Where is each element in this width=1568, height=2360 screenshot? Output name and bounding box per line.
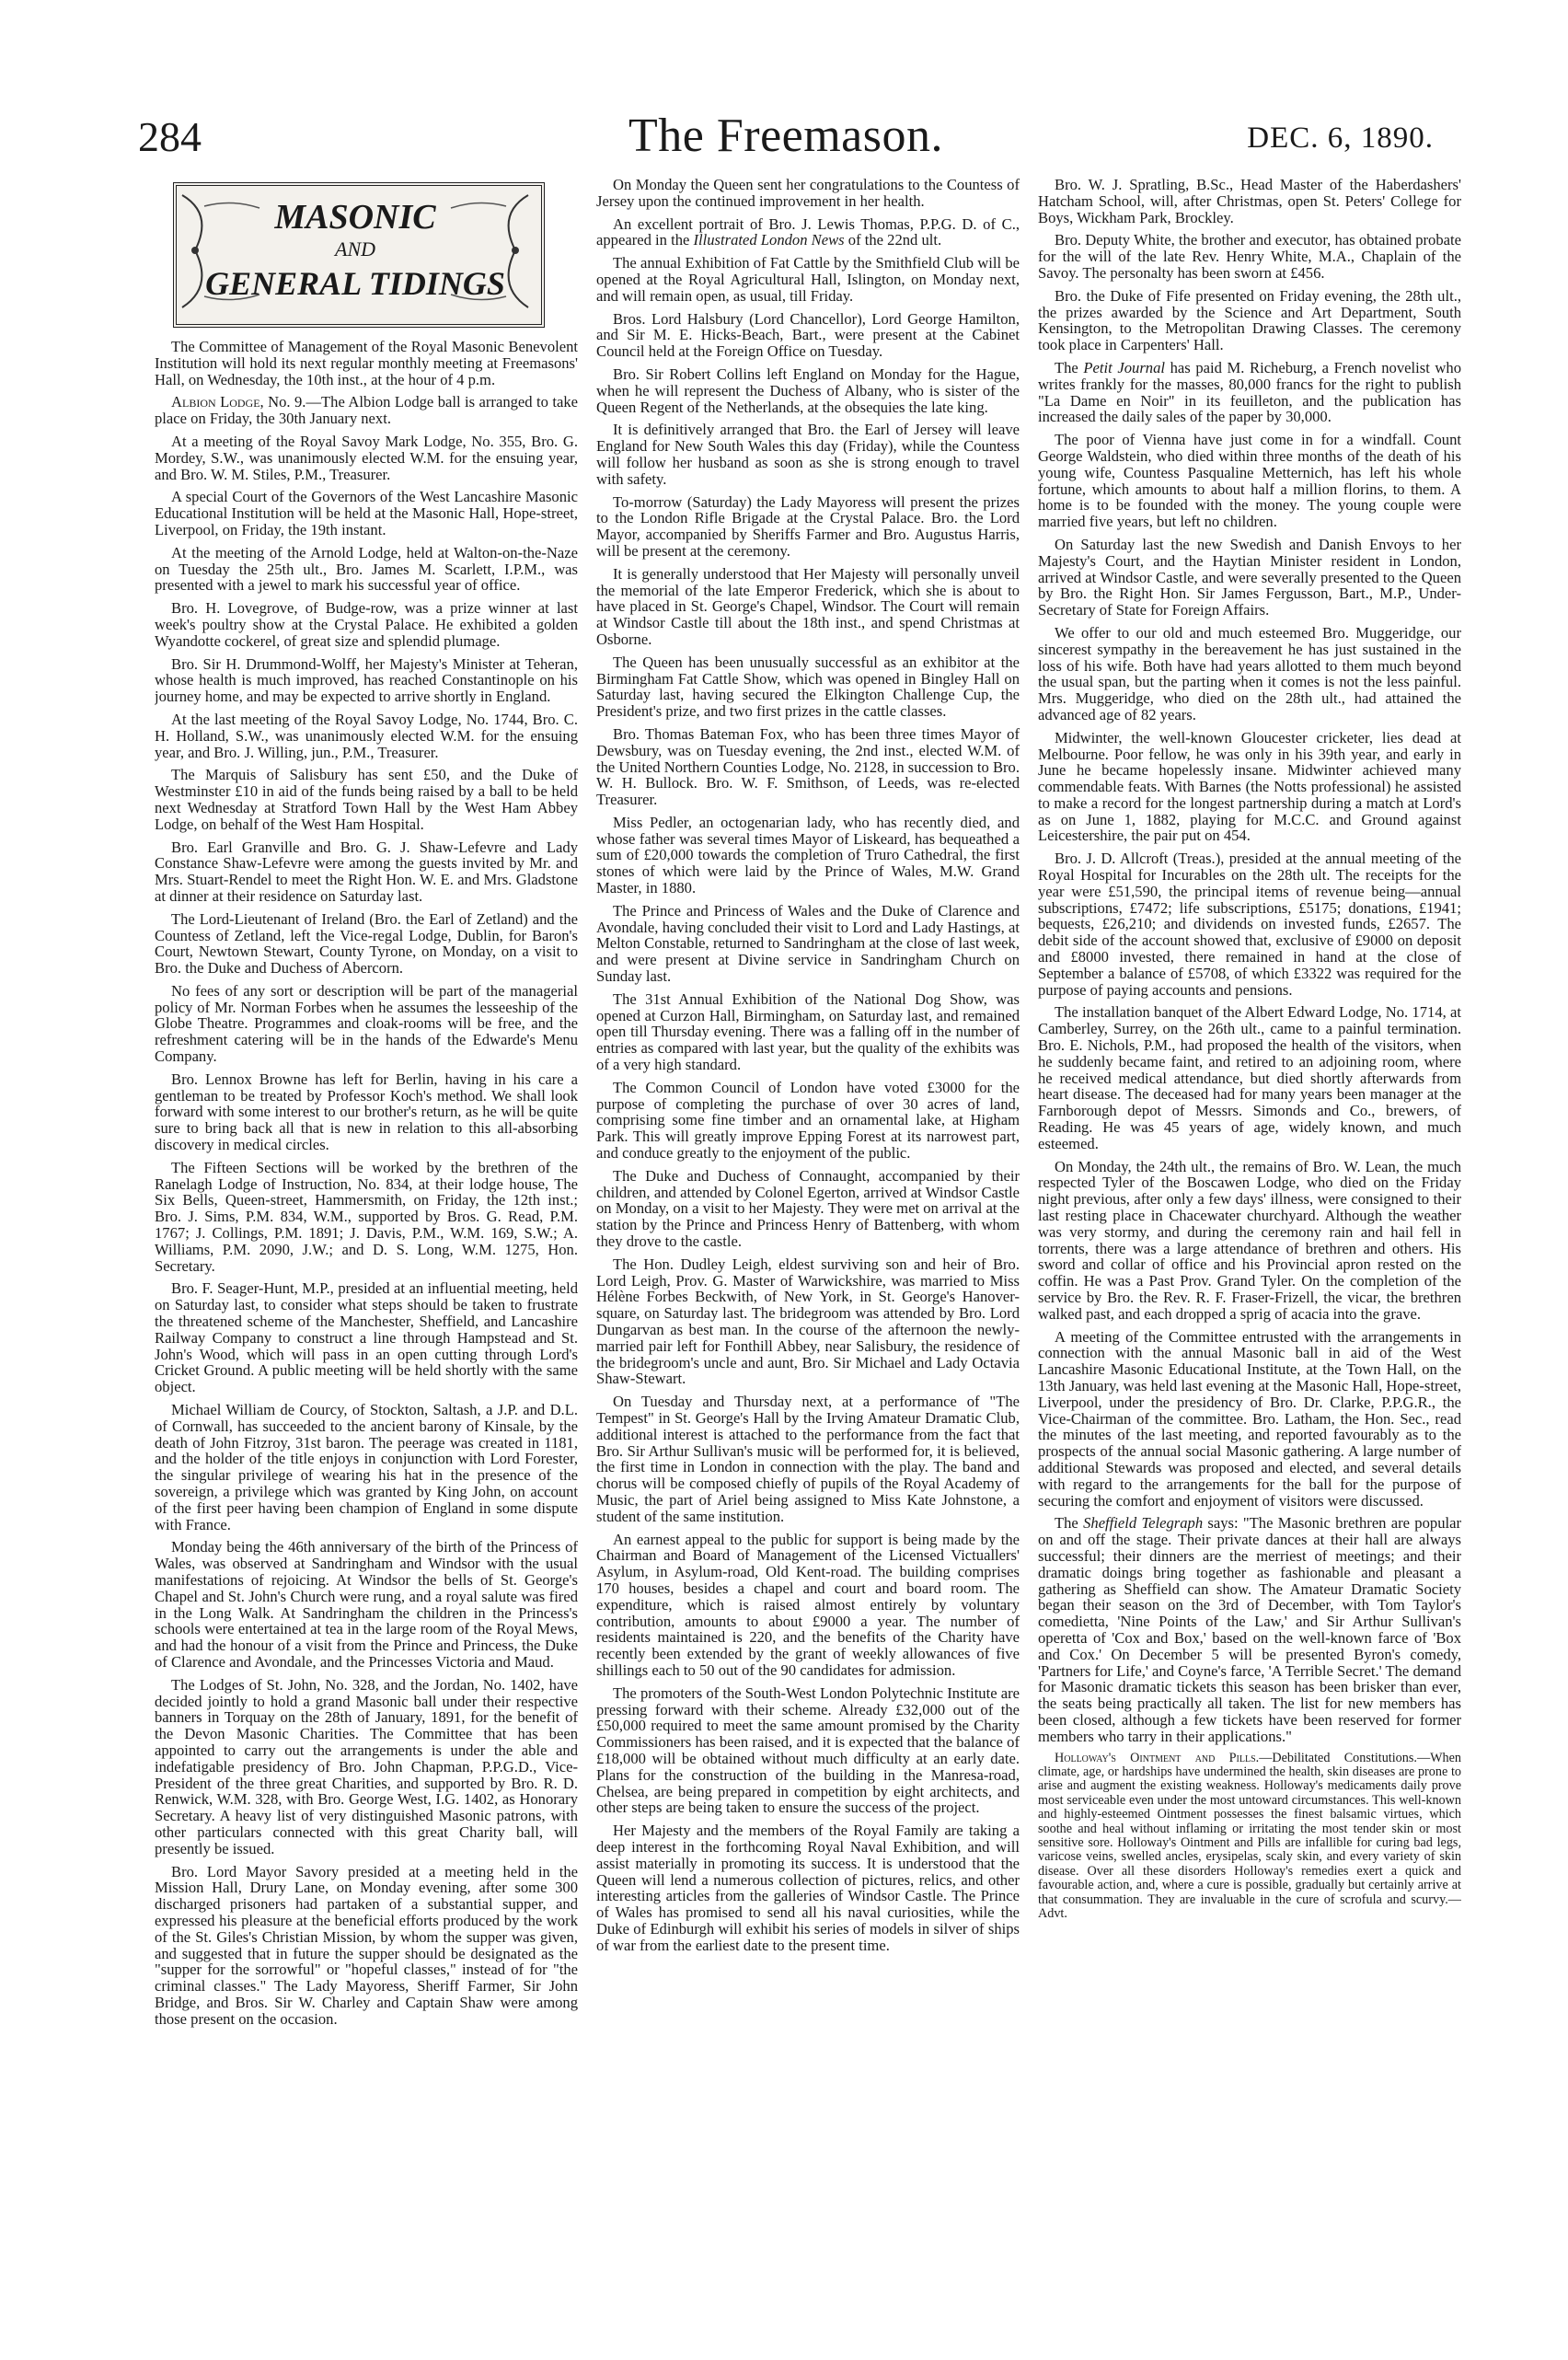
paragraph-text: On Saturday last the new Swedish and Danish Envoys to her Majesty's Court, and the Haytian Minister resident in London, arrived at Windsor Castle, and were severally presented to the Queen by Bro. the Right Hon. Sir James Fergusson, Bart., M.P., Under-Secretary of State for Foreign Affairs. <box>1038 535 1461 619</box>
paragraph-text: Bro. Sir H. Drummond-Wolff, her Majesty's Minister at Teheran, whose health is much improved, has reached Constantinople on his journey home, and may be expected to arrive shortly in England. <box>155 654 578 706</box>
column-1 <box>155 177 578 2321</box>
italic-title: Sheffield Telegraph <box>1083 1514 1204 1533</box>
paragraph-text: Miss Pedler, an octogenarian lady, who has recently died, and whose father was several times Mayor of Liskeard, has bequeathed a sum of £20,000 towards the completion of Truro Cathedral, the first stones of which were laid by the Prince of Wales, M.W. Grand Master, in 1880. <box>596 813 1020 897</box>
article-paragraph <box>1038 1515 1461 1744</box>
paragraph-text: , No. 9.—The Albion Lodge ball is arranged to take place on Friday, the 30th January next. <box>155 393 578 428</box>
paragraph-text: Her Majesty and the members of the Royal Family are taking a deep interest in the forthcoming Royal Naval Exhibition, and will assist materially in promoting its success. It is understood that the Queen will lend a numerous collection of pictures, relics, and other interesting articles from the galleries of Windsor Castle. The Prince of Wales has promised to send all his naval curiosities, while the Duke of Edinburgh will exhibit his series of models in silver of ships of war from the earliest date to the present time. <box>596 1822 1020 1954</box>
article-paragraph <box>596 255 1020 304</box>
article-paragraph <box>1038 1159 1461 1323</box>
column-2 <box>596 177 1020 2321</box>
paragraph-text: At the meeting of the Arnold Lodge, held at Walton-on-the-Naze on Tuesday the 25th ult., Bro. James M. Scarlett, I.P.M., was presented with a jewel to mark his successful year of office. <box>155 543 578 595</box>
article-paragraph <box>596 1394 1020 1524</box>
paragraph-text: Bro. Sir Robert Collins left England on Monday for the Hague, when he will represent the Duchess of Albany, who is sister of the Queen Regent of the Netherlands, at the obsequies the late king. <box>596 364 1020 416</box>
article-paragraph <box>155 1402 578 1533</box>
paragraph-text: Bro. Thomas Bateman Fox, who has been three times Mayor of Dewsbury, was on Tuesday evening, the 2nd inst., elected W.M. of the United Northern Counties Lodge, No. 2128, in succession to Bro. W. H. Bullock. Bro. W. F. Smithson, of Leeds, was re-elected Treasurer. <box>596 724 1020 809</box>
italic-title: Petit Journal <box>1083 358 1165 376</box>
banner-line-1: MASONIC <box>274 198 436 237</box>
column-3 <box>1038 177 1461 2321</box>
article-paragraph <box>155 339 578 388</box>
paragraph-text: The Lord-Lieutenant of Ireland (Bro. the Earl of Zetland) and the Countess of Zetland, left the Vice-regal Lodge, Dublin, for Baron's Court, Newtown Stewart, County Tyrone, on Monday, on a visit to Bro. the Duke and Duchess of Abercorn. <box>155 909 578 978</box>
article-paragraph <box>596 726 1020 808</box>
paragraph-text: Bro. W. J. Spratling, B.Sc., Head Master of the Haberdashers' Hatcham School, will, after Christmas, open St. Peters' College for Boys, Wickham Park, Brockley. <box>1038 177 1461 226</box>
article-paragraph <box>596 903 1020 985</box>
article-paragraph <box>596 1532 1020 1679</box>
article-paragraph <box>596 366 1020 415</box>
article-paragraph <box>155 545 578 594</box>
column-3-articles <box>1038 177 1461 1921</box>
paragraph-text: The promoters of the South-West London Polytechnic Institute are pressing forward with their scheme. Already £32,000 out of the £50,000 required to meet the same amount promised by the Charity Commissioners has been raised, and it is expected that the balance of £18,000 will be obtained without much difficulty at an early date. Plans for the construction of the building in the Manresa-road, Chelsea, are being prepared in competition by eight architects, and other steps are being taken to ensure the success of the project. <box>596 1683 1020 1817</box>
article-paragraph <box>596 991 1020 1073</box>
italic-title: Illustrated London News <box>693 231 845 249</box>
paragraph-text: The Prince and Princess of Wales and the Duke of Clarence and Avondale, having concluded their visit to Lord and Lady Hastings, at Melton Constable, returned to Sandringham at the close of last week, and were present at Divine service in Sandringham Church on Sunday last. <box>596 901 1020 986</box>
paragraph-text: Midwinter, the well-known Gloucester cricketer, lies dead at Melbourne. Poor fellow, he was only in his 39th year, and early in June he became hopelessly insane. Midwinter achieved many commendable feats. With Barnes (the Notts professional) he assisted to make a record for the longest partnership during a match at Lord's as on June 1, 1882, playing for M.C.C. and Ground against Leicestershire, the pair put on 454. <box>1038 728 1461 845</box>
article-paragraph <box>155 489 578 538</box>
article-paragraph <box>155 600 578 649</box>
paragraph-text: Monday being the 46th anniversary of the birth of the Princess of Wales, was observed at Sandringham and Windsor with the usual manifestations of rejoicing. At Windsor the bells of St. George's Chapel and St. John's Church were rung, and a royal salute was fired in the Long Walk. At Sandringham the children in the Princess's schools were entertained at tea in the large room of the Royal Mews, and had the honour of a visit from the Prince and Princess, the Duke of Clarence and Avondale, and the Princesses Victoria and Maud. <box>155 1538 578 1671</box>
article-paragraph <box>155 394 578 427</box>
paragraph-text: To-morrow (Saturday) the Lady Mayoress will present the prizes to the London Rifle Brigade at the Crystal Palace. Bro. the Lord Mayor, accompanied by Sheriffs Farmer and Bro. Augustus Harris, will be present at the ceremony. <box>596 492 1020 560</box>
article-paragraph <box>1038 625 1461 723</box>
paragraph-text: says: "The Masonic brethren are popular on and off the stage. Their private dances at their hall are always successful; their dinners are the merriest of meetings; and their dramatic doings bring together as fashionable and pleasant a gathering as Sheffield can show. The Amateur Dramatic Society began their season on the 3rd of December, with Tom Taylor's comedietta, 'Nine Points of the Law,' and Sir Arthur Sullivan's operetta of 'Cox and Box,' based on the well-known farce of 'Box and Cox.' On December 5 will be presented Byron's comedy, 'Partners for Life,' and Coyne's farce, 'A Terrible Secret.' The demand for Masonic dramatic tickets this season has been brisker than ever, the seats being practically all taken. The list for new members has been closed, although a few tickets have been reserved for former members who tarry in their applications." <box>1038 1514 1461 1745</box>
paragraph-text: The poor of Vienna have just come in for a windfall. Count George Waldstein, who died within three months of the death of his young wife, Countess Pasqualine Metternich, has left his whole fortune, which amounts to about half a million florins, to them. A home is to be founded with the money. The young couple were married five years, but left no children. <box>1038 431 1461 531</box>
paragraph-text: Michael William de Courcy, of Stockton, Saltash, a J.P. and D.L. of Cornwall, has succeeded to the ancient barony of Kinsale, by the death of John Fitzroy, 31st baron. The peerage was created in 1181, and the holder of the title enjoys in conjunction with Lord Forester, the singular privilege of wearing his hat in the presence of the sovereign, a privilege which was granted by King John, on account of the first peer having been champion of England in some dispute with France. <box>155 1401 578 1533</box>
article-paragraph <box>596 1168 1020 1250</box>
paragraph-text: It is generally understood that Her Majesty will personally unveil the memorial of the late Emperor Frederick, which she is about to have placed in St. George's Chapel, Windsor. The Court will remain at Windsor Castle till about the 18th inst., and spend Christmas at Osborne. <box>596 564 1020 648</box>
banner-line-2: AND <box>335 237 375 260</box>
paragraph-text: At the last meeting of the Royal Savoy Lodge, No. 1744, Bro. C. H. Holland, S.W., was unanimously elected W.M. for the ensuing year, and Bro. J. Willing, jun., P.M., Treasurer. <box>155 710 578 761</box>
paragraph-text: An earnest appeal to the public for support is being made by the Chairman and Board of Management of the Licensed Victuallers' Asylum, in Asylum-road, Old Kent-road. The building comprises 170 houses, besides a chapel and court and board room. The expenditure, which is raised almost entirely by voluntary contribution, amounts to about £9000 a year. The number of residents maintained is 220, and the benefits of the Charity have recently been extended by the grant of weekly allowances of five shillings each to 50 out of the 90 candidates for admission. <box>596 1530 1020 1679</box>
article-paragraph <box>1038 360 1461 425</box>
paragraph-text: The Lodges of St. John, No. 328, and the Jordan, No. 1402, have decided jointly to hold a grand Masonic ball under their respective banners in Torquay on the 28th of January, 1891, for the benefit of the Devon Masonic Charities. The Committee that has been appointed to carry out the arrangements is under the able and indefatigable presidency of Bro. John Chapman, P.P.G.D., Vice-President of the three great Charities, and supported by Bro. R. D. Renwick, W.M. 328, with Bro. George West, I.G. 1402, as Honorary Secretary. A heavy list of very distinguished Masonic patrons, with other particulars connected with this great Charity ball, will presently be issued. <box>155 1675 578 1857</box>
article-paragraph <box>155 1280 578 1395</box>
banner-ornament <box>177 186 534 317</box>
article-paragraph <box>155 911 578 977</box>
article-paragraph <box>1038 537 1461 619</box>
paragraph-text: Bro. Earl Granville and Bro. G. J. Shaw-Lefevre and Lady Constance Shaw-Lefevre were among the guests invited by Mr. and Mrs. Stuart-Rendel to meet the Right Hon. W. E. and Mrs. Gladstone at dinner at their residence on Saturday last. <box>155 838 578 905</box>
paragraph-text: A special Court of the Governors of the West Lancashire Masonic Educational Institution will be held at the Masonic Hall, Hope-street, Liverpool, on Friday, the 19th instant. <box>155 488 578 538</box>
article-paragraph <box>596 1822 1020 1953</box>
paragraph-text: The <box>1055 1514 1084 1533</box>
article-paragraph <box>1038 177 1461 226</box>
article-paragraph <box>155 1160 578 1275</box>
article-paragraph <box>596 311 1020 360</box>
article-paragraph <box>155 711 578 760</box>
paragraph-text: .—Debilitated Constitutions.—When climate, age, or hardships have undermined the health, skin diseases are prone to arise and augment the existing weakness. Holloway's medicaments daily prove most serviceable even under the most untoward circumstances. This well-known and highly-esteemed Ointment possesses the finest balsamic virtues, which soothe and heal without inflaming or irritating the most tender skin or most sensitive sore. Holloway's Ointment and Pills are infallible for curing bad legs, varicose veins, swelled ancles, erysipelas, scaly skin, and every variety of skin disease. Over all these disorders Holloway's remedies exert a quick and favourable action, and, where a cure is possible, gradually but certainly arrive at that consummation. They are invaluable in the cure of scrofula and scurvy.—Advt. <box>1038 1750 1461 1921</box>
article-paragraph <box>155 983 578 1065</box>
article-paragraph <box>596 1256 1020 1387</box>
column-1-articles <box>155 339 578 2028</box>
paragraph-text: The installation banquet of the Albert Edward Lodge, No. 1714, at Camberley, Surrey, on the 26th ult., came to a painful termination. Bro. E. Nichols, P.M., had proposed the health of the visitors, when he suddenly became faint, and retired to an adjoining room, where he received medical attendance, but died shortly afterwards from heart disease. The deceased had for many years been manager at the Farnborough depot of Messrs. Simonds and Co., brewers, of Reading. He was 45 years of age, widely known, and much esteemed. <box>1038 1003 1461 1152</box>
paragraph-text: The Fifteen Sections will be worked by the brethren of the Ranelagh Lodge of Instruction, No. 834, at their lodge house, The Six Bells, Queen-street, Hammersmith, on Friday, the 12th inst.; Bro. J. Sims, P.M. 834, W.M., supported by Bros. G. Read, P.M. 1767; J. Collings, P.M. 1891; J. Davis, P.M., W.M. 169, S.W.; A. Williams, P.M. 2090, J.W.; and D. S. Long, W.M. 1275, Hon. Secretary. <box>155 1158 578 1275</box>
article-paragraph <box>596 177 1020 210</box>
paragraph-text: On Tuesday and Thursday next, at a performance of "The Tempest" in St. George's Hall by the Irving Amateur Dramatic Club, additional interest is attached to the performance from the fact that Bro. Sir Arthur Sullivan's music will be performed for, it is believed, the first time in London in connection with the play. The band and chorus will be composed chiefly of pupils of the Royal Academy of Music, the part of Ariel being assigned to Miss Kate Johnstone, a student of the same institution. <box>596 1393 1020 1525</box>
paragraph-text: Bro. Deputy White, the brother and executor, has obtained probate for the will of the late Rev. Henry White, M.A., Chaplain of the Savoy. The personalty has been sworn at £456. <box>1038 231 1461 282</box>
paragraph-text: Bro. F. Seager-Hunt, M.P., presided at an influential meeting, held on Saturday last, to consider what steps should be taken to frustrate the threatened scheme of the Manchester, Sheffield, and Lancashire Railway Company to construct a line through Hampstead and St. John's Wood, which will pass in an open cutting through Lord's Cricket Ground. A public meeting will be held shortly with the same object. <box>155 1279 578 1396</box>
article-paragraph <box>1038 850 1461 998</box>
article-paragraph <box>1038 730 1461 845</box>
lead-in: Albion Lodge <box>171 393 260 411</box>
paragraph-text: has paid M. Richeburg, a French novelist who writes frankly for the masses, 80,000 francs for the right to publish "La Dame en Noir" in its feuilleton, and the publication has increased the daily sales of the paper by 30,000. <box>1038 358 1461 426</box>
article-paragraph <box>596 216 1020 249</box>
column-2-articles <box>596 177 1020 1953</box>
paragraph-text: An excellent portrait of Bro. J. Lewis Thomas, P.P.G. D. of C., appeared in the <box>596 214 1020 249</box>
paragraph-text: The Common Council of London have voted £3000 for the purpose of completing the purchase of over 30 acres of land, comprising some fine timber and an ornamental lake, at Higham Park. This will greatly improve Epping Forest at its narrowest part, and conduce greatly to the enjoyment of the public. <box>596 1078 1020 1163</box>
article-paragraph <box>596 654 1020 720</box>
paragraph-text: Bro. Lord Mayor Savory presided at a meeting held in the Mission Hall, Drury Lane, on Monday evening, after some 300 discharged prisoners had partaken of a substantial supper, and expressed his pleasure at the beneficial efforts produced by the work of the St. Giles's Christian Mission, by whom the supper was given, and suggested that in future the supper should be designated as the "supper for the sorrowful" or "hopeful classes," instead of for "the criminal classes." The Lady Mayoress, Sheriff Farmer, Sir John Bridge, and Bros. Sir W. Charley and Captain Shaw were among those present on the occasion. <box>155 1862 578 2028</box>
page-number: 284 <box>138 113 202 160</box>
section-banner <box>173 182 545 328</box>
paragraph-text: The Marquis of Salisbury has sent £50, and the Duke of Westminster £10 in aid of the funds being raised by a ball to be held next Wednesday at Stratford Town Hall by the West Ham Abbey Lodge, on behalf of the West Ham Hospital. <box>155 766 578 833</box>
paragraph-text: The Committee of Management of the Royal Masonic Benevolent Institution will hold its next regular monthly meeting at Freemasons' Hall, on Wednesday, the 10th inst., at the hour of 4 p.m. <box>155 338 578 388</box>
article-paragraph <box>1038 432 1461 530</box>
article-paragraph <box>596 494 1020 560</box>
paragraph-text: On Monday, the 24th ult., the remains of Bro. W. Lean, the much respected Tyler of the Boscawen Lodge, who died on the Friday night previous, after only a few days' illness, were consigned to their last resting place in Chacewater churchyard. Although the weather was very stormy, and during the ceremony rain and hail fell in torrents, there was a large attendance of brethren and others. His sword and collar of office and his Provincial apron rested on the coffin. He was a Past Prov. Grand Tyler. On the completion of the service by Bro. the Rev. R. F. Fraser-Frizell, the vicar, the brethren walked past, and each dropped a sprig of acacia into the grave. <box>1038 1157 1461 1323</box>
paragraph-text: The Hon. Dudley Leigh, eldest surviving son and heir of Bro. Lord Leigh, Prov. G. Master of Warwickshire, was married to Miss Hélène Forbes Beckwith, of New York, in St. George's Hanover-square, on Saturday last. The bridegroom was attended by Bro. Lord Dungarvan as best man. In the course of the afternoon the newly-married pair left for Fonthill Abbey, near Salisbury, the residence of the bridegroom's uncle and aunt, Bro. Sir Michael and Lady Octavia Shaw-Stewart. <box>596 1255 1020 1388</box>
article-paragraph <box>596 815 1020 897</box>
article-paragraph <box>155 839 578 905</box>
paragraph-text: of the 22nd ult. <box>844 231 942 249</box>
publication-title: The Freemason. <box>628 110 943 162</box>
article-paragraph <box>596 566 1020 648</box>
article-paragraph <box>155 1071 578 1153</box>
article-paragraph <box>1038 1329 1461 1510</box>
paragraph-text: Bro. H. Lovegrove, of Budge-row, was a prize winner at last week's poultry show at the Crystal Palace. He exhibited a golden Wyandotte cockerel, of great size and splendid plumage. <box>155 599 578 650</box>
issue-date: DEC. 6, 1890. <box>1247 121 1434 155</box>
paragraph-text: The <box>1055 358 1084 376</box>
article-paragraph <box>155 434 578 482</box>
article-paragraph <box>596 1685 1020 1816</box>
masthead <box>138 109 1434 166</box>
paragraph-text: It is definitively arranged that Bro. the Earl of Jersey will leave England for New South Wales this day (Friday), while the Countess will follow her husband as soon as she is strong enough to travel with safety. <box>596 421 1020 488</box>
paragraph-text: A meeting of the Committee entrusted with the arrangements in connection with the annual Masonic ball in aid of the West Lancashire Masonic Educational Institute, at the Town Hall, on the 13th January, was held last evening at the Masonic Hall, Hope-street, Liverpool, under the presidency of Bro. Dr. Clarke, P.P.G.R., the Vice-Chairman of the committee. Bro. Latham, the Hon. Sec., read the minutes of the last meeting, and reported favourably as to the prospects of the annual social Masonic gathering. A large number of additional Stewards was proposed and elected, and several details with regard to the arrangements for the ball for the purpose of securing the comfort and enjoyment of visitors were discussed. <box>1038 1327 1461 1510</box>
paragraph-text: Bro. Lennox Browne has left for Berlin, having in his care a gentleman to be treated by Professor Koch's method. We shall look forward with some interest to our brother's return, as he will be quite sure to bring back all that is new in relation to this all-absorbing discovery in medical circles. <box>155 1070 578 1154</box>
advertisement <box>1038 1752 1461 1922</box>
banner-line-3: GENERAL TIDINGS <box>205 265 505 302</box>
paragraph-text: The 31st Annual Exhibition of the National Dog Show, was opened at Curzon Hall, Birmingham, on Saturday last, and remained open till Thursday evening. There was a falling off in the number of entries as compared with last year, but the quality of the exhibits was of a very high standard. <box>596 989 1020 1074</box>
paragraph-text: Bro. J. D. Allcroft (Treas.), presided at the annual meeting of the Royal Hospital for Incurables on the 28th ult. The receipts for the year were £51,590, the principal items of revenue being—annual subscriptions, £7472; life subscriptions, £5175; donations, £1941; bequests, £26,210; and dividends on invested funds, £2657. The debit side of the account showed that, exclusive of £9000 on deposit and £8000 invested, there remained in hand at the close of September a balance of £5708, of which £3322 was required for the purpose of paying accounts and pensions. <box>1038 850 1461 999</box>
article-paragraph <box>1038 288 1461 353</box>
article-paragraph <box>155 1539 578 1670</box>
article-paragraph <box>596 422 1020 487</box>
paragraph-text: On Monday the Queen sent her congratulations to the Countess of Jersey upon the continued improvement in her health. <box>596 177 1020 210</box>
paragraph-text: No fees of any sort or description will be part of the managerial policy of Mr. Norman Forbes when he assumes the lesseeship of the Globe Theatre. Programmes and cloak-rooms will be free, and the refreshment catering will be in the hands of the Edwarde's Menu Company. <box>155 981 578 1066</box>
paragraph-text: Bro. the Duke of Fife presented on Friday evening, the 28th ult., the prizes awarded by the Science and Art Department, South Kensington, to the Metropolitan Drawing Classes. The ceremony took place in Carpenters' Hall. <box>1038 286 1461 354</box>
article-paragraph <box>155 1864 578 2028</box>
paragraph-text: At a meeting of the Royal Savoy Mark Lodge, No. 355, Bro. G. Mordey, S.W., was unanimously elected W.M. for the ensuing year, and Bro. W. M. Stiles, P.M., Treasurer. <box>155 432 578 483</box>
article-paragraph <box>1038 1004 1461 1151</box>
paragraph-text: The annual Exhibition of Fat Cattle by the Smithfield Club will be opened at the Royal Agricultural Hall, Islington, on Monday next, and will remain open, as usual, till Friday. <box>596 254 1020 305</box>
paragraph-text: The Queen has been unusually successful as an exhibitor at the Birmingham Fat Cattle Show, which was opened in Bingley Hall on Saturday last, having secured the Elkington Challenge Cup, the President's prize, and two first prizes in the cattle classes. <box>596 653 1020 721</box>
article-paragraph <box>155 767 578 832</box>
article-paragraph <box>155 1677 578 1857</box>
article-paragraph <box>596 1080 1020 1162</box>
article-paragraph <box>1038 232 1461 281</box>
lead-in: Holloway's Ointment and Pills <box>1055 1750 1256 1765</box>
paragraph-text: The Duke and Duchess of Connaught, accompanied by their children, and attended by Colonel Egerton, arrived at Windsor Castle on Monday, on a visit to her Majesty. They were met on arrival at the station by the Prince and Princess Henry of Battenberg, with whom they drove to the castle. <box>596 1166 1020 1251</box>
paragraph-text: We offer to our old and much esteemed Bro. Muggeridge, our sincerest sympathy in the bereavement he has just sustained in the loss of his wife. Both have had years allotted to them much beyond the usual span, but the parting when it comes is not the less painful. Mrs. Muggeridge, who died on the 28th ult., had attained the advanced age of 82 years. <box>1038 623 1461 723</box>
paragraph-text: Bros. Lord Halsbury (Lord Chancellor), Lord George Hamilton, and Sir M. E. Hicks-Beach, Bart., were present at the Cabinet Council held at the Foreign Office on Tuesday. <box>596 309 1020 361</box>
article-paragraph <box>155 656 578 705</box>
